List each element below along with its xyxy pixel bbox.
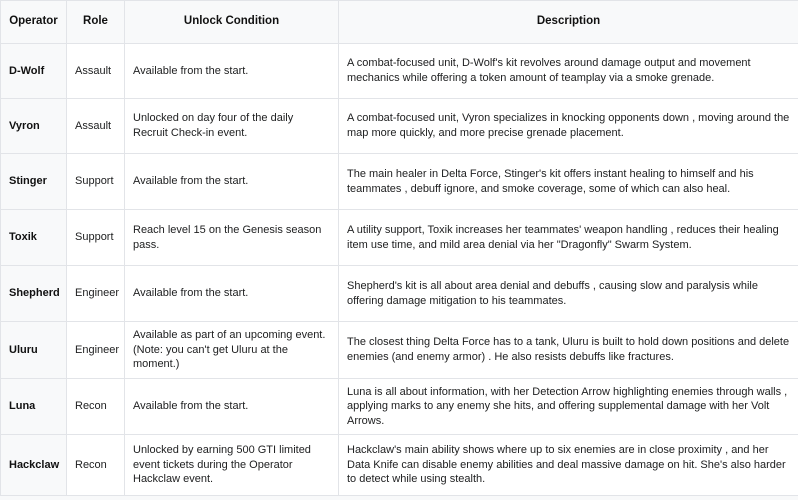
table-row-dwolf — [1, 44, 798, 99]
column-header-operator: Operator — [1, 1, 67, 44]
unlock-condition: Available from the start. — [125, 44, 339, 99]
operator-description: Shepherd's kit is all about area denial and debuffs , causing slow and paralysis while offering damage mitigation to his teammates. — [339, 266, 798, 322]
operator-description: A combat-focused unit, D-Wolf's kit revolves around damage output and movement mechanics while offering a token amount of teamplay via a smoke grenade. — [339, 44, 798, 99]
operator-description: Hackclaw's main ability shows where up to six enemies are in close proximity , and her Data Knife can disable enemy abilities and deal massive damage on hit. She's also harder to detect while using stealth. — [339, 435, 798, 496]
operator-role: Support — [67, 154, 125, 210]
operator-description: A combat-focused unit, Vyron specializes in knocking opponents down , moving around the map more quickly, and more precise grenade placement. — [339, 99, 798, 154]
operator-name: Shepherd — [1, 266, 67, 322]
column-header-role: Role — [67, 1, 125, 44]
table-row-shepherd — [1, 266, 798, 322]
unlock-condition: Available from the start. — [125, 378, 339, 435]
operator-name: Vyron — [1, 99, 67, 154]
table-row-stinger — [1, 154, 798, 210]
table-row-luna — [1, 378, 798, 435]
unlock-condition: Unlocked on day four of the daily Recruit Check-in event. — [125, 99, 339, 154]
operator-role: Assault — [67, 99, 125, 154]
unlock-condition: Reach level 15 on the Genesis season pass. — [125, 210, 339, 266]
unlock-condition: Available from the start. — [125, 266, 339, 322]
operator-description: Luna is all about information, with her Detection Arrow highlighting enemies through walls , applying marks to any enemy she hits, and offering supplemental damage with her Volt Arrows. — [339, 378, 798, 435]
header-row — [1, 1, 798, 44]
operator-name: Luna — [1, 378, 67, 435]
unlock-condition: Available from the start. — [125, 154, 339, 210]
table-row-uluru — [1, 322, 798, 379]
operator-role: Assault — [67, 44, 125, 99]
unlock-condition: Unlocked by earning 500 GTI limited event tickets during the Operator Hackclaw event. — [125, 435, 339, 496]
operator-name: Stinger — [1, 154, 67, 210]
operator-name: Uluru — [1, 322, 67, 379]
operator-description: The closest thing Delta Force has to a tank, Uluru is built to hold down positions and delete enemies (and enemy armor) . He also resists debuffs like fractures. — [339, 322, 798, 379]
unlock-condition: Available as part of an upcoming event. (Note: you can't get Uluru at the moment.) — [125, 322, 339, 379]
operator-name: Toxik — [1, 210, 67, 266]
operator-name: Hackclaw — [1, 435, 67, 496]
operator-role: Recon — [67, 378, 125, 435]
operator-role: Support — [67, 210, 125, 266]
table-row-toxik — [1, 210, 798, 266]
operator-name: D-Wolf — [1, 44, 67, 99]
operator-role: Engineer — [67, 266, 125, 322]
column-header-description: Description — [339, 1, 798, 44]
operator-role: Recon — [67, 435, 125, 496]
table-row-hackclaw — [1, 435, 798, 496]
table-row-vyron — [1, 99, 798, 154]
operator-role: Engineer — [67, 322, 125, 379]
operator-description: The main healer in Delta Force, Stinger's kit offers instant healing to himself and his teammates , debuff ignore, and smoke coverage, some of which can also heal. — [339, 154, 798, 210]
operator-description: A utility support, Toxik increases her teammates' weapon handling , reduces their healing item use time, and mild area denial via her "Dragonfly" Swarm System. — [339, 210, 798, 266]
table-body — [1, 44, 798, 496]
table-header — [1, 1, 798, 44]
column-header-unlock-condition: Unlock Condition — [125, 1, 339, 44]
